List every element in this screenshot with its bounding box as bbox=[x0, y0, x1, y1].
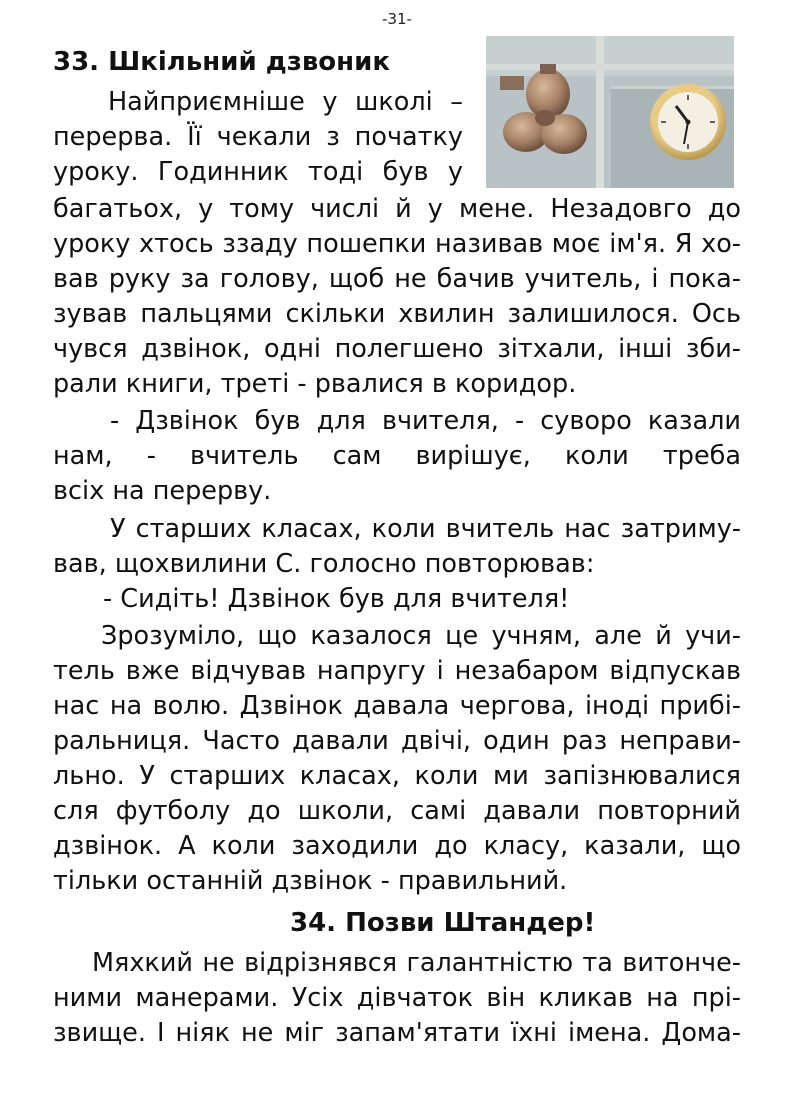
text-line: зував пальцями скільки хвилин залишилося. Ось bbox=[53, 299, 741, 329]
section-title-34: 34. Позви Штандер! bbox=[290, 908, 596, 938]
text-line: сля футболу до школи, самі давали повторний bbox=[53, 796, 741, 826]
text-line: Мяхкий не відрізнявся галантністю та витонче- bbox=[92, 948, 741, 978]
text-line: нас на волю. Дзвінок давала чергова, іноді прибі- bbox=[53, 691, 741, 721]
text-line: всіх на перерву. bbox=[53, 476, 272, 506]
text-line: ними манерами. Усіх дівчаток він кликав на прі- bbox=[53, 983, 741, 1013]
text-line: - Дзвінок був для вчителя, - суворо казали bbox=[110, 406, 741, 436]
text-line: рали книги, треті - рвалися в коридор. bbox=[53, 369, 577, 399]
text-line: вав, щохвилини С. голосно повторював: bbox=[53, 549, 595, 579]
text-line: вав руку за голову, щоб не бачив учитель, і пока- bbox=[53, 264, 741, 294]
text-line: уроку хтось ззаду пошепки називав моє ім'я. Я хо- bbox=[53, 229, 741, 259]
text-line: Зрозуміло, що казалося це учням, але й учи- bbox=[101, 621, 741, 651]
text-line: тільки останній дзвінок - правильний. bbox=[53, 866, 568, 896]
text-line: Найприємніше у школі – bbox=[108, 87, 463, 117]
text-line: нам, - вчитель сам вирішує, коли треба bbox=[53, 441, 741, 471]
text-line: У старших класах, коли вчитель нас затриму- bbox=[110, 514, 741, 544]
text-line: перерва. Її чекали з початку bbox=[53, 122, 463, 152]
bells-clock-illustration bbox=[486, 36, 734, 188]
text-line: багатьох, у тому числі й у мене. Незадовго до bbox=[53, 194, 741, 224]
text-line: ральниця. Часто давали двічі, один раз неправи- bbox=[53, 726, 741, 756]
text-line: дзвінок. А коли заходили до класу, казали, що bbox=[53, 831, 741, 861]
school-bells-and-wall-clock-photo bbox=[486, 36, 734, 188]
text-line: - Сидіть! Дзвінок був для вчителя! bbox=[103, 584, 570, 614]
section-title-33: 33. Шкільний дзвоник bbox=[53, 47, 390, 77]
text-line: звище. І ніяк не міг запам'ятати їхні імена. Дома- bbox=[53, 1018, 741, 1048]
text-line: чувся дзвінок, одні полегшено зітхали, інші зби- bbox=[53, 334, 741, 364]
page-number: -31- bbox=[382, 10, 412, 28]
text-line: тель вже відчував напругу і незабаром відпускав bbox=[53, 656, 741, 686]
text-line: льно. У старших класах, коли ми запізнювалися bbox=[53, 761, 741, 791]
text-line: уроку. Годинник тоді був у bbox=[53, 157, 463, 187]
